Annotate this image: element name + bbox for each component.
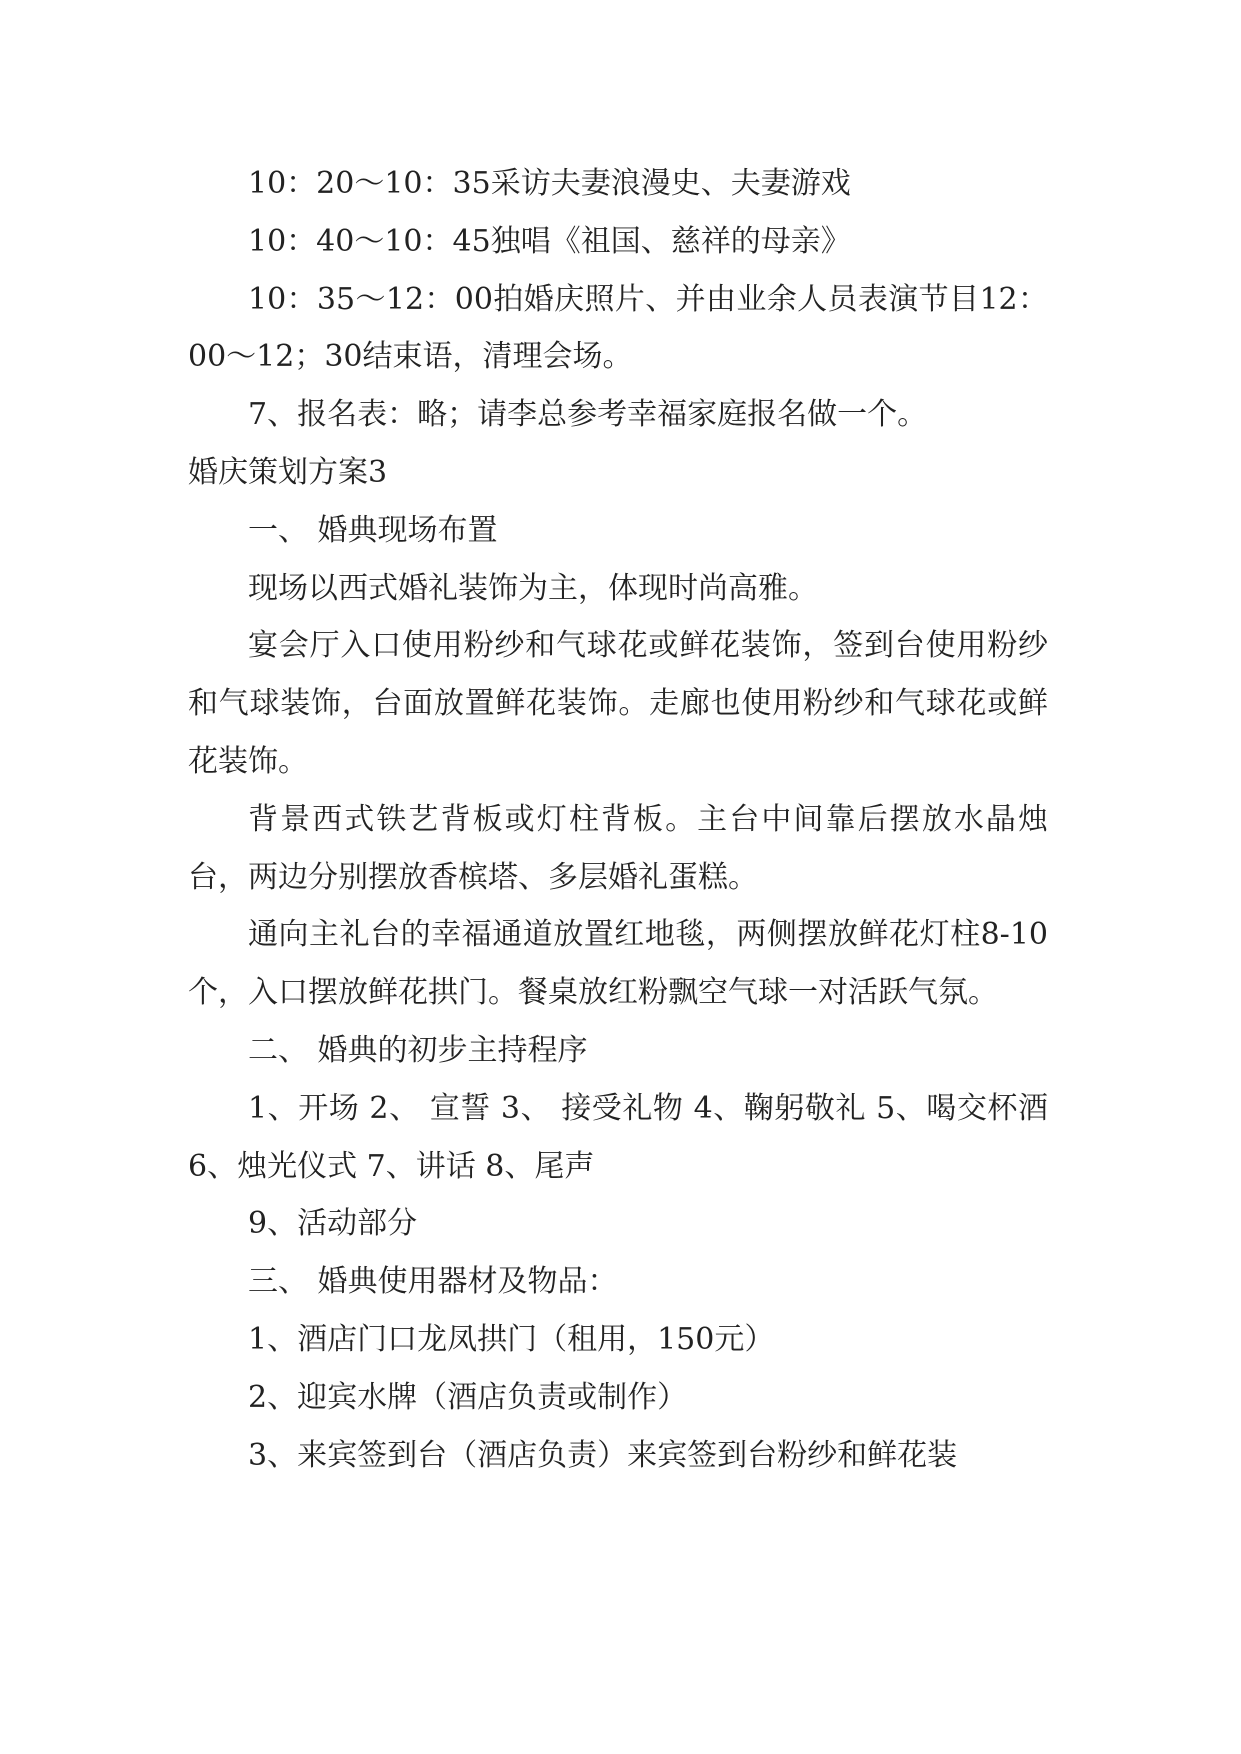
paragraph-venue-style: 现场以西式婚礼装饰为主，体现时尚高雅。 (248, 570, 818, 606)
paragraph-schedule-photos: 10：35～12：00拍婚庆照片、并由业余人员表演节目12：00～12；30结束语，清理会场。 (188, 281, 1048, 375)
paragraph-entrance-decoration: 宴会厅入口使用粉纱和气球花或鲜花装饰，签到台使用粉纱和气球装饰，台面放置鲜花装饰。走廊也使用粉纱和气球花或鲜花装饰。 (188, 628, 1048, 779)
list-item-signin-desk: 3、来宾签到台（酒店负责）来宾签到台粉纱和鲜花装 (248, 1437, 958, 1473)
paragraph-aisle: 通向主礼台的幸福通道放置红地毯，两侧摆放鲜花灯柱8-10个，入口摆放鲜花拱门。餐桌放红粉飘空气球一对活跃气氛。 (188, 917, 1048, 1011)
paragraph-backdrop: 背景西式铁艺背板或灯柱背板。主台中间靠后摆放水晶烛台，两边分别摆放香槟塔、多层婚礼蛋糕。 (188, 801, 1048, 895)
list-item-arch: 1、酒店门口龙凤拱门（租用，150元） (248, 1321, 775, 1357)
paragraph-schedule-solo: 10：40～10：45独唱《祖国、慈祥的母亲》 (248, 223, 851, 259)
heading-equipment: 三、 婚典使用器材及物品： (248, 1264, 618, 1300)
document-body (188, 155, 1048, 1484)
heading-venue-layout: 一、 婚典现场布置 (248, 512, 498, 548)
paragraph-schedule-interview: 10：20～10：35采访夫妻浪漫史、夫妻游戏 (248, 166, 851, 201)
paragraph-activity-part: 9、活动部分 (248, 1206, 418, 1242)
heading-host-program: 二、 婚典的初步主持程序 (248, 1032, 588, 1068)
paragraph-program-steps: 1、开场 2、 宣誓 3、 接受礼物 4、鞠躬敬礼 5、喝交杯酒 6、烛光仪式 7、讲话 8、尾声 (188, 1090, 1048, 1184)
section-title-plan-3: 婚庆策划方案3 (188, 454, 388, 490)
list-item-welcome-sign: 2、迎宾水牌（酒店负责或制作） (248, 1379, 688, 1415)
paragraph-registration-form: 7、报名表：略；请李总参考幸福家庭报名做一个。 (248, 397, 928, 433)
